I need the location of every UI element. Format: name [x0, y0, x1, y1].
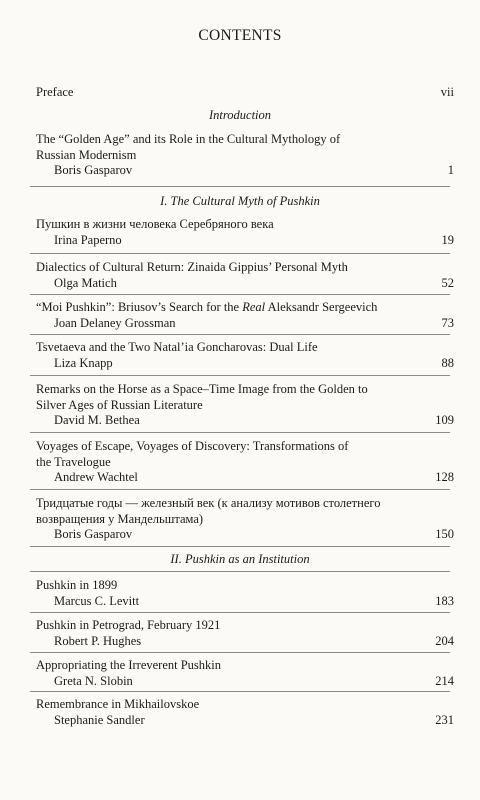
- divider: [30, 612, 450, 613]
- entry-author: Boris Gasparov: [54, 163, 133, 177]
- divider: [30, 334, 450, 335]
- entry-title-line: Appropriating the Irreverent Pushkin: [36, 658, 222, 672]
- toc-entry: [36, 658, 454, 689]
- toc-entry: [36, 496, 454, 543]
- entry-title-line: the Travelogue: [36, 454, 111, 469]
- section-heading: Introduction: [208, 108, 272, 122]
- divider: [30, 691, 450, 692]
- entry-title-line: Pushkin in Petrograd, February 1921: [36, 618, 221, 632]
- toc-entry-preface: [36, 85, 454, 100]
- toc-entry: [36, 382, 454, 429]
- toc-entry: [36, 697, 454, 728]
- entry-page: 1: [447, 163, 454, 177]
- divider: [30, 652, 450, 653]
- entry-title: Preface: [36, 85, 74, 99]
- entry-page: 204: [435, 633, 454, 648]
- entry-page: 231: [435, 712, 454, 727]
- entry-author: David M. Bethea: [54, 413, 140, 427]
- entry-page: 52: [441, 275, 454, 290]
- toc-entry: [36, 217, 454, 248]
- entry-title-line: Remembrance in Mikhailovskoe: [36, 697, 200, 711]
- divider: [30, 375, 450, 376]
- entry-title-line: возвращения у Мандельштама): [36, 511, 204, 526]
- entry-page: 73: [441, 315, 454, 330]
- entry-title-line: Tsvetaeva and the Two Natal’ia Goncharovas: Dual Life: [36, 340, 318, 354]
- divider: [30, 489, 450, 490]
- section-heading: I. The Cultural Myth of Pushkin: [160, 194, 320, 208]
- entry-title-line: Тридцатые годы — железный век (к анализу мотивов столетнего: [36, 496, 381, 510]
- toc-entry: [36, 618, 454, 649]
- divider: [30, 294, 450, 295]
- section-part-2: [0, 552, 480, 567]
- entry-title-line: [36, 300, 454, 316]
- section-part-1: [0, 194, 480, 209]
- entry-title-line: Voyages of Escape, Voyages of Discovery: Transformations of: [36, 439, 349, 453]
- divider: [30, 186, 450, 187]
- entry-title-italic: Real: [242, 300, 266, 314]
- toc-entry: [36, 300, 454, 331]
- toc-entry: [36, 340, 454, 371]
- entry-title-line: Dialectics of Cultural Return: Zinaida Gippius’ Personal Myth: [36, 260, 348, 274]
- entry-title-line: The “Golden Age” and its Role in the Cultural Mythology of: [36, 132, 341, 146]
- entry-page: 19: [441, 232, 454, 247]
- entry-page: 183: [435, 593, 454, 608]
- entry-author: Robert P. Hughes: [54, 633, 142, 648]
- entry-page: 88: [441, 355, 454, 370]
- entry-title-line: Пушкин в жизни человека Серебряного века: [36, 217, 274, 231]
- toc-entry: [36, 260, 454, 291]
- toc-entry: [36, 439, 454, 486]
- divider: [30, 546, 450, 547]
- entry-title-line: Remarks on the Horse as a Space–Time Image from the Golden to: [36, 382, 368, 396]
- entry-page: 214: [435, 673, 454, 688]
- entry-title-line: Pushkin in 1899: [36, 578, 118, 592]
- entry-author: Andrew Wachtel: [54, 470, 138, 484]
- entry-page: 150: [435, 527, 454, 541]
- entry-page: 128: [435, 470, 454, 484]
- section-heading: II. Pushkin as an Institution: [170, 552, 310, 566]
- entry-title-line: Russian Modernism: [36, 147, 137, 162]
- entry-title-part: “Moi Pushkin”: Briusov’s Search for the: [36, 300, 243, 314]
- section-introduction: [0, 108, 480, 123]
- entry-author: Boris Gasparov: [54, 527, 133, 541]
- entry-title-part: Aleksandr Sergeevich: [265, 300, 378, 314]
- entry-page: 109: [435, 413, 454, 427]
- divider: [30, 571, 450, 572]
- entry-author: Marcus C. Levitt: [54, 593, 140, 608]
- toc-entry: [36, 578, 454, 609]
- entry-page: vii: [440, 85, 454, 99]
- toc-entry: [36, 132, 454, 179]
- entry-author: Stephanie Sandler: [54, 712, 145, 727]
- entry-author: Olga Matich: [54, 275, 117, 290]
- entry-author: Joan Delaney Grossman: [54, 315, 176, 330]
- page-title: CONTENTS: [198, 27, 282, 44]
- entry-author: Greta N. Slobin: [54, 673, 133, 688]
- entry-author: Liza Knapp: [54, 355, 113, 370]
- divider: [30, 432, 450, 433]
- entry-author: Irina Paperno: [54, 232, 122, 247]
- entry-title-line: Silver Ages of Russian Literature: [36, 397, 203, 412]
- divider: [30, 253, 450, 254]
